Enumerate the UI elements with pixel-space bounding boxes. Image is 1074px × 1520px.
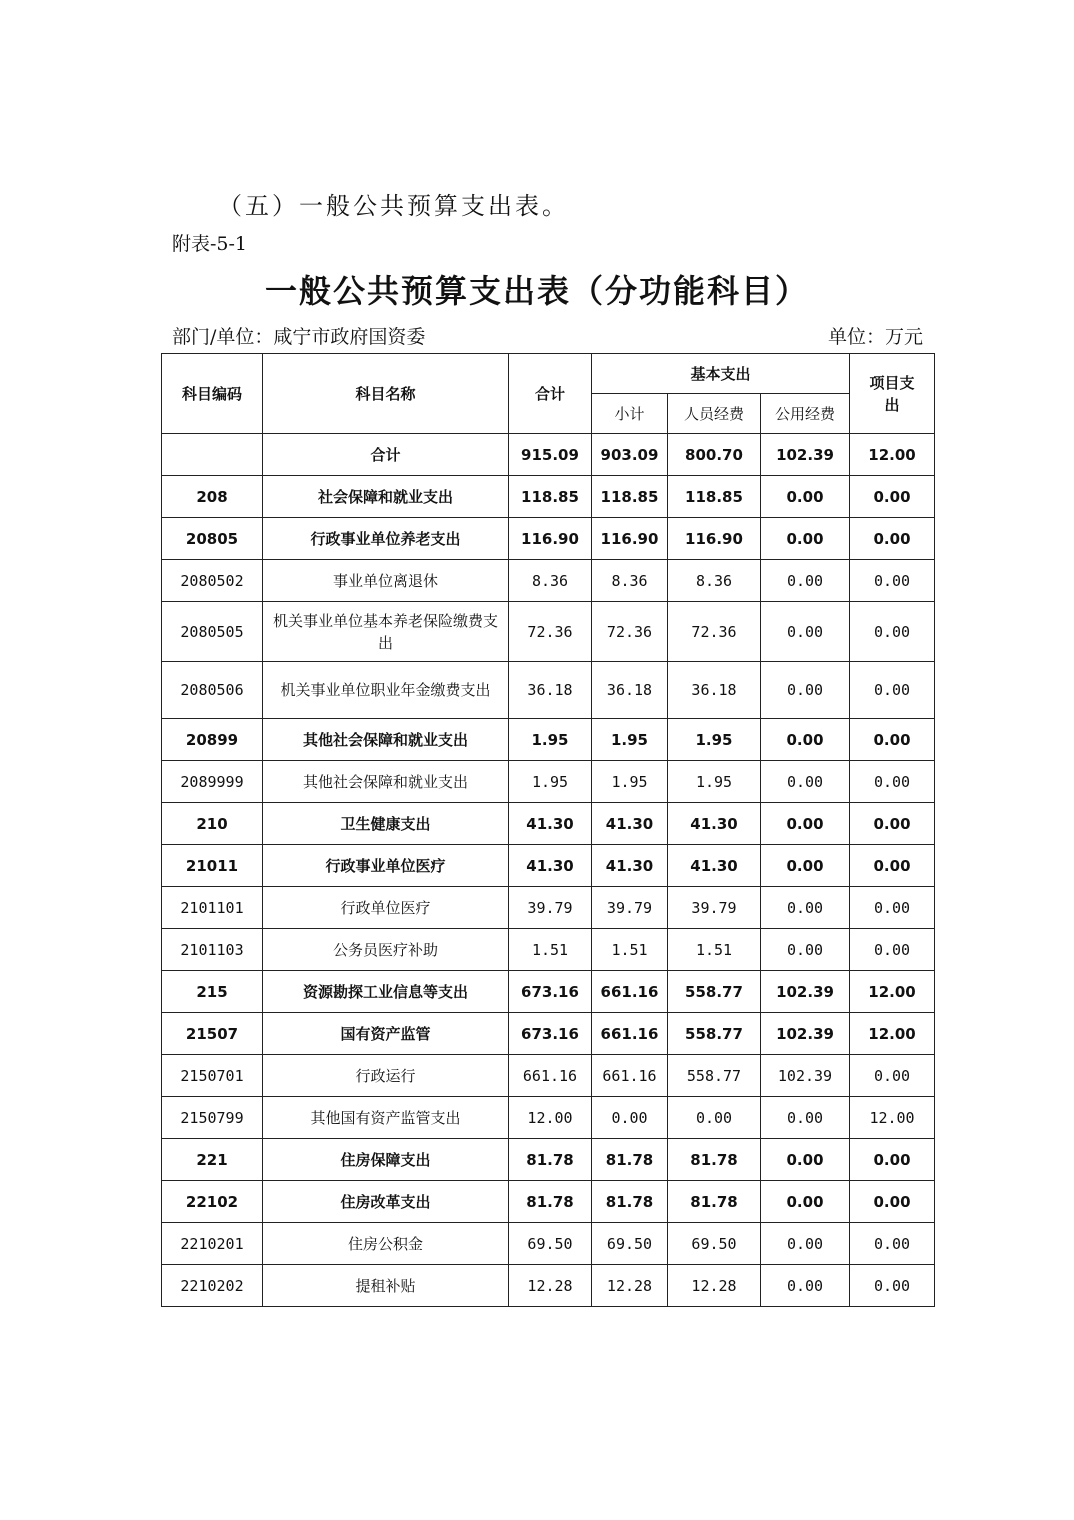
row-subtotal: 81.78 bbox=[592, 1139, 668, 1181]
row-name: 行政单位医疗 bbox=[263, 887, 509, 929]
table-row bbox=[162, 1055, 935, 1097]
row-public: 0.00 bbox=[761, 560, 850, 602]
row-code: 208 bbox=[162, 476, 263, 518]
row-name: 提租补贴 bbox=[263, 1265, 509, 1307]
row-name: 其他社会保障和就业支出 bbox=[263, 761, 509, 803]
row-personnel: 39.79 bbox=[668, 887, 761, 929]
table-row bbox=[162, 887, 935, 929]
row-subtotal: 12.28 bbox=[592, 1265, 668, 1307]
row-subtotal: 903.09 bbox=[592, 434, 668, 476]
row-personnel: 12.28 bbox=[668, 1265, 761, 1307]
row-public: 0.00 bbox=[761, 476, 850, 518]
row-personnel: 118.85 bbox=[668, 476, 761, 518]
header-public: 公用经费 bbox=[761, 394, 850, 434]
row-subtotal: 116.90 bbox=[592, 518, 668, 560]
row-total: 1.51 bbox=[509, 929, 592, 971]
row-name: 合计 bbox=[263, 434, 509, 476]
row-total: 81.78 bbox=[509, 1181, 592, 1223]
department-label: 部门/单位：咸宁市政府国资委 bbox=[172, 326, 426, 348]
row-code: 2080506 bbox=[162, 662, 263, 719]
row-personnel: 558.77 bbox=[668, 1013, 761, 1055]
row-total: 39.79 bbox=[509, 887, 592, 929]
row-project: 0.00 bbox=[850, 1265, 935, 1307]
row-code: 21011 bbox=[162, 845, 263, 887]
header-subtotal: 小计 bbox=[592, 394, 668, 434]
row-code: 2210202 bbox=[162, 1265, 263, 1307]
table-row bbox=[162, 434, 935, 476]
row-personnel: 81.78 bbox=[668, 1139, 761, 1181]
row-public: 0.00 bbox=[761, 1139, 850, 1181]
row-code: 2101101 bbox=[162, 887, 263, 929]
page-title: 一般公共预算支出表（分功能科目） bbox=[264, 272, 809, 310]
row-code: 2089999 bbox=[162, 761, 263, 803]
row-project: 0.00 bbox=[850, 518, 935, 560]
row-public: 0.00 bbox=[761, 518, 850, 560]
row-public: 0.00 bbox=[761, 845, 850, 887]
row-project: 0.00 bbox=[850, 845, 935, 887]
row-project: 0.00 bbox=[850, 929, 935, 971]
row-name: 行政事业单位医疗 bbox=[263, 845, 509, 887]
row-personnel: 8.36 bbox=[668, 560, 761, 602]
row-public: 0.00 bbox=[761, 887, 850, 929]
table-row bbox=[162, 803, 935, 845]
table-row bbox=[162, 1265, 935, 1307]
row-name: 机关事业单位基本养老保险缴费支出 bbox=[263, 602, 509, 662]
row-public: 0.00 bbox=[761, 1223, 850, 1265]
row-project: 0.00 bbox=[850, 662, 935, 719]
row-subtotal: 36.18 bbox=[592, 662, 668, 719]
row-personnel: 0.00 bbox=[668, 1097, 761, 1139]
row-name: 公务员医疗补助 bbox=[263, 929, 509, 971]
table-row bbox=[162, 929, 935, 971]
row-personnel: 1.51 bbox=[668, 929, 761, 971]
table-row bbox=[162, 476, 935, 518]
row-total: 81.78 bbox=[509, 1139, 592, 1181]
row-subtotal: 1.95 bbox=[592, 761, 668, 803]
table-row bbox=[162, 602, 935, 662]
row-project: 0.00 bbox=[850, 602, 935, 662]
table-row bbox=[162, 560, 935, 602]
row-code: 20899 bbox=[162, 719, 263, 761]
row-code: 2101103 bbox=[162, 929, 263, 971]
row-public: 102.39 bbox=[761, 434, 850, 476]
row-personnel: 41.30 bbox=[668, 845, 761, 887]
table-row bbox=[162, 1139, 935, 1181]
row-name: 住房保障支出 bbox=[263, 1139, 509, 1181]
row-personnel: 558.77 bbox=[668, 971, 761, 1013]
row-total: 118.85 bbox=[509, 476, 592, 518]
row-project: 0.00 bbox=[850, 476, 935, 518]
row-public: 0.00 bbox=[761, 662, 850, 719]
row-subtotal: 118.85 bbox=[592, 476, 668, 518]
row-total: 8.36 bbox=[509, 560, 592, 602]
table-row bbox=[162, 761, 935, 803]
section-heading: （五）一般公共预算支出表。 bbox=[218, 192, 569, 220]
row-code: 2080502 bbox=[162, 560, 263, 602]
row-code: 22102 bbox=[162, 1181, 263, 1223]
row-total: 661.16 bbox=[509, 1055, 592, 1097]
row-subtotal: 1.51 bbox=[592, 929, 668, 971]
row-code: 21507 bbox=[162, 1013, 263, 1055]
row-code: 20805 bbox=[162, 518, 263, 560]
row-project: 12.00 bbox=[850, 1013, 935, 1055]
row-public: 0.00 bbox=[761, 719, 850, 761]
row-personnel: 72.36 bbox=[668, 602, 761, 662]
table-row bbox=[162, 1181, 935, 1223]
row-name: 住房公积金 bbox=[263, 1223, 509, 1265]
row-public: 0.00 bbox=[761, 1265, 850, 1307]
row-project: 0.00 bbox=[850, 719, 935, 761]
header-code: 科目编码 bbox=[162, 354, 263, 434]
table-row bbox=[162, 1223, 935, 1265]
row-total: 915.09 bbox=[509, 434, 592, 476]
row-subtotal: 661.16 bbox=[592, 971, 668, 1013]
table-row bbox=[162, 518, 935, 560]
row-total: 41.30 bbox=[509, 803, 592, 845]
row-personnel: 36.18 bbox=[668, 662, 761, 719]
row-name: 行政事业单位养老支出 bbox=[263, 518, 509, 560]
row-code bbox=[162, 434, 263, 476]
row-project: 0.00 bbox=[850, 761, 935, 803]
row-personnel: 558.77 bbox=[668, 1055, 761, 1097]
row-name: 行政运行 bbox=[263, 1055, 509, 1097]
row-subtotal: 69.50 bbox=[592, 1223, 668, 1265]
row-name: 其他社会保障和就业支出 bbox=[263, 719, 509, 761]
row-personnel: 69.50 bbox=[668, 1223, 761, 1265]
row-code: 2150701 bbox=[162, 1055, 263, 1097]
row-total: 12.28 bbox=[509, 1265, 592, 1307]
row-name: 事业单位离退休 bbox=[263, 560, 509, 602]
row-project: 0.00 bbox=[850, 803, 935, 845]
row-project: 0.00 bbox=[850, 1181, 935, 1223]
row-subtotal: 0.00 bbox=[592, 1097, 668, 1139]
row-total: 673.16 bbox=[509, 1013, 592, 1055]
table-body bbox=[162, 434, 935, 1307]
header-personnel: 人员经费 bbox=[668, 394, 761, 434]
row-name: 其他国有资产监管支出 bbox=[263, 1097, 509, 1139]
table-row bbox=[162, 662, 935, 719]
row-project: 0.00 bbox=[850, 1055, 935, 1097]
table-row bbox=[162, 719, 935, 761]
row-code: 2150799 bbox=[162, 1097, 263, 1139]
row-name: 社会保障和就业支出 bbox=[263, 476, 509, 518]
budget-table bbox=[161, 353, 935, 1307]
row-total: 36.18 bbox=[509, 662, 592, 719]
header-project: 项目支出 bbox=[850, 354, 935, 434]
header-total: 合计 bbox=[509, 354, 592, 434]
table-row bbox=[162, 845, 935, 887]
row-subtotal: 81.78 bbox=[592, 1181, 668, 1223]
row-public: 0.00 bbox=[761, 1181, 850, 1223]
row-project: 0.00 bbox=[850, 1139, 935, 1181]
row-total: 1.95 bbox=[509, 761, 592, 803]
row-public: 0.00 bbox=[761, 602, 850, 662]
row-subtotal: 661.16 bbox=[592, 1013, 668, 1055]
row-code: 215 bbox=[162, 971, 263, 1013]
header-basic: 基本支出 bbox=[592, 354, 850, 394]
row-total: 72.36 bbox=[509, 602, 592, 662]
row-project: 12.00 bbox=[850, 1097, 935, 1139]
row-subtotal: 39.79 bbox=[592, 887, 668, 929]
row-personnel: 41.30 bbox=[668, 803, 761, 845]
header-name: 科目名称 bbox=[263, 354, 509, 434]
row-subtotal: 1.95 bbox=[592, 719, 668, 761]
row-personnel: 81.78 bbox=[668, 1181, 761, 1223]
row-total: 69.50 bbox=[509, 1223, 592, 1265]
row-code: 221 bbox=[162, 1139, 263, 1181]
row-project: 12.00 bbox=[850, 971, 935, 1013]
row-name: 卫生健康支出 bbox=[263, 803, 509, 845]
row-project: 0.00 bbox=[850, 1223, 935, 1265]
row-project: 0.00 bbox=[850, 560, 935, 602]
row-personnel: 1.95 bbox=[668, 719, 761, 761]
row-public: 102.39 bbox=[761, 971, 850, 1013]
table-row bbox=[162, 971, 935, 1013]
row-public: 0.00 bbox=[761, 929, 850, 971]
row-public: 0.00 bbox=[761, 761, 850, 803]
row-subtotal: 8.36 bbox=[592, 560, 668, 602]
row-public: 102.39 bbox=[761, 1055, 850, 1097]
row-name: 机关事业单位职业年金缴费支出 bbox=[263, 662, 509, 719]
row-personnel: 1.95 bbox=[668, 761, 761, 803]
row-personnel: 116.90 bbox=[668, 518, 761, 560]
row-subtotal: 41.30 bbox=[592, 803, 668, 845]
row-total: 1.95 bbox=[509, 719, 592, 761]
row-total: 41.30 bbox=[509, 845, 592, 887]
table-row bbox=[162, 1013, 935, 1055]
row-total: 12.00 bbox=[509, 1097, 592, 1139]
row-name: 资源勘探工业信息等支出 bbox=[263, 971, 509, 1013]
row-project: 0.00 bbox=[850, 887, 935, 929]
row-personnel: 800.70 bbox=[668, 434, 761, 476]
row-public: 0.00 bbox=[761, 803, 850, 845]
annex-label: 附表-5-1 bbox=[172, 233, 248, 255]
row-total: 673.16 bbox=[509, 971, 592, 1013]
row-name: 住房改革支出 bbox=[263, 1181, 509, 1223]
row-public: 102.39 bbox=[761, 1013, 850, 1055]
row-subtotal: 661.16 bbox=[592, 1055, 668, 1097]
row-public: 0.00 bbox=[761, 1097, 850, 1139]
row-name: 国有资产监管 bbox=[263, 1013, 509, 1055]
row-project: 12.00 bbox=[850, 434, 935, 476]
row-subtotal: 41.30 bbox=[592, 845, 668, 887]
row-code: 2080505 bbox=[162, 602, 263, 662]
table-row bbox=[162, 1097, 935, 1139]
row-subtotal: 72.36 bbox=[592, 602, 668, 662]
unit-label: 单位：万元 bbox=[827, 326, 923, 348]
row-code: 210 bbox=[162, 803, 263, 845]
row-code: 2210201 bbox=[162, 1223, 263, 1265]
row-total: 116.90 bbox=[509, 518, 592, 560]
